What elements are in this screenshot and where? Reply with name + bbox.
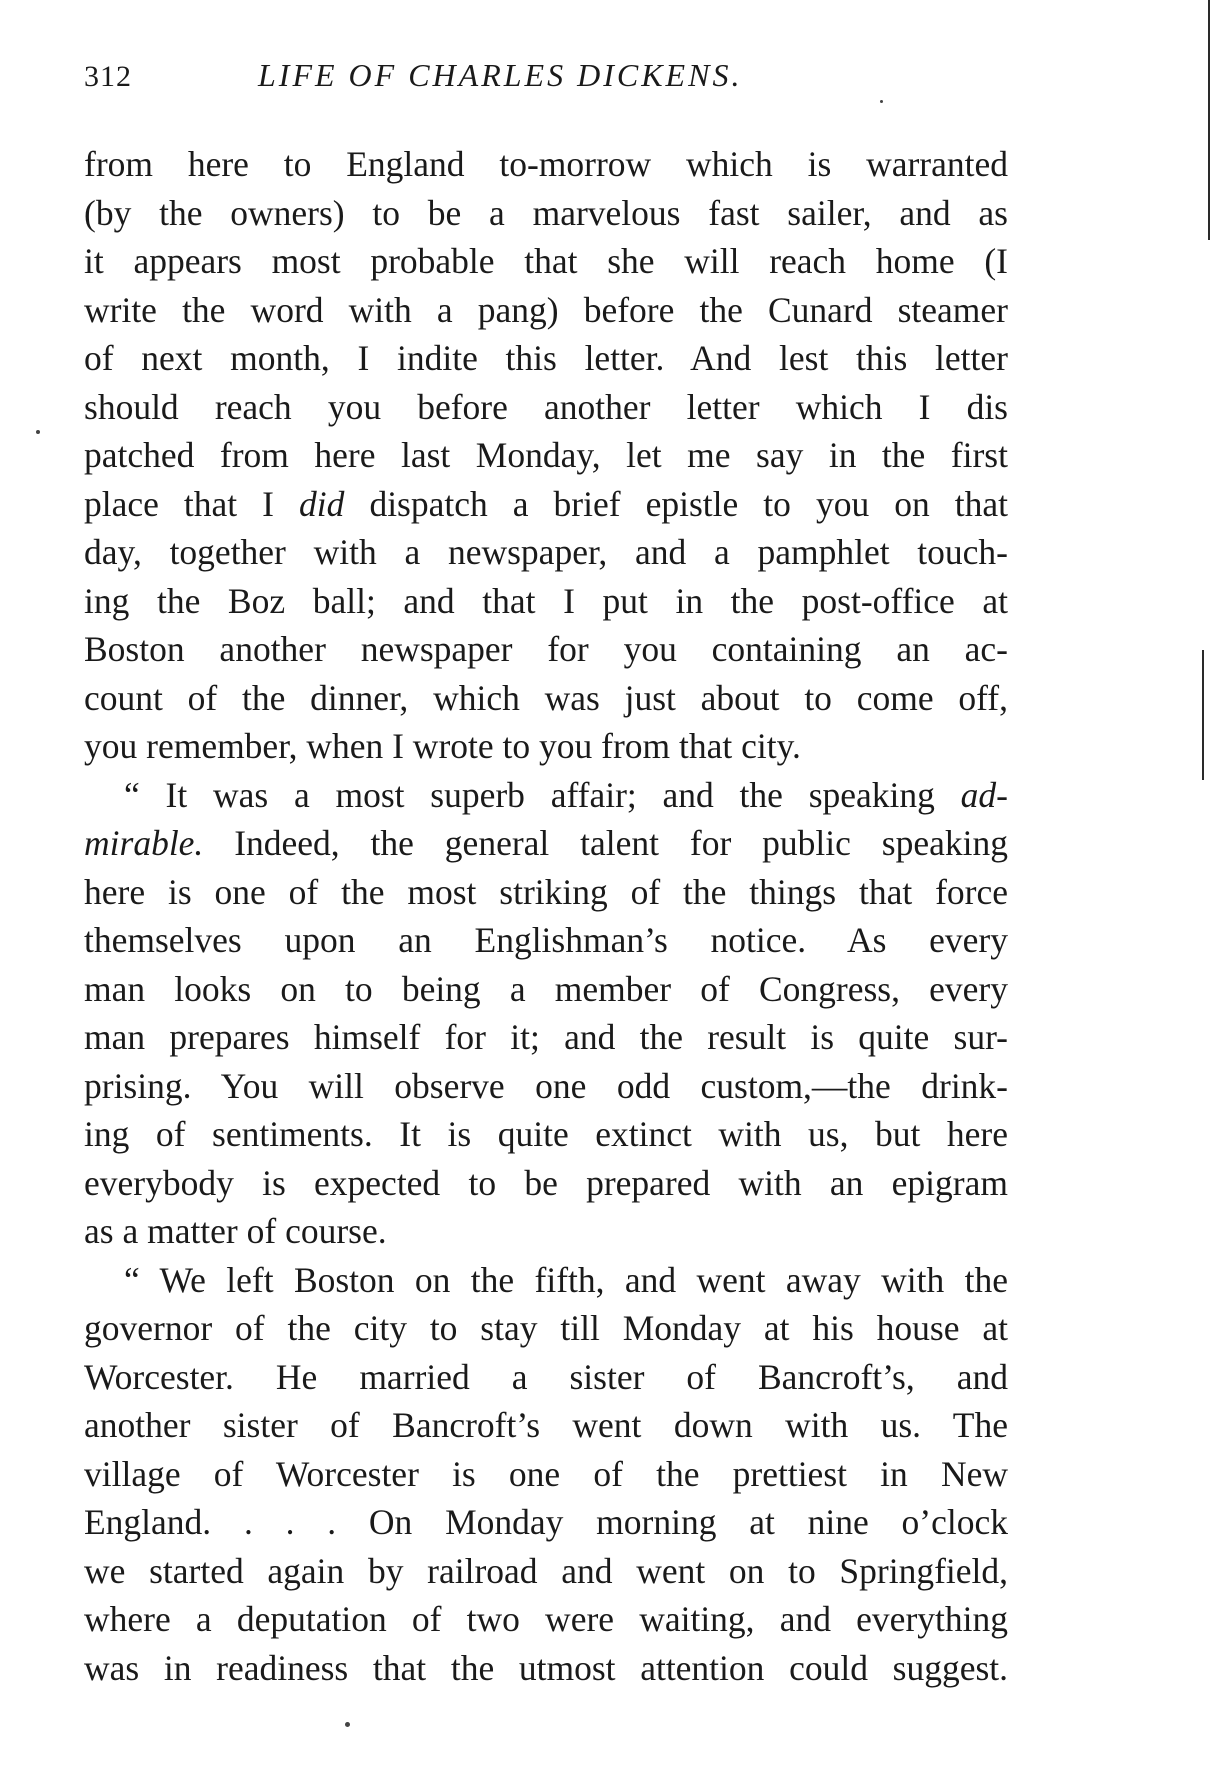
text-line: everybody is expected to be prepared with an epigram bbox=[84, 1162, 1008, 1203]
text-line: Worcester. He married a sister of Bancroft’s, and bbox=[84, 1356, 1008, 1397]
text-line: mirable. Indeed, the general talent for public speaking bbox=[84, 823, 1008, 863]
text-line: from here to England to-morrow which is warranted bbox=[84, 144, 1008, 184]
text-line: man prepares himself for it; and the result is quite sur- bbox=[84, 1017, 1008, 1057]
gutter-rule bbox=[1202, 650, 1204, 780]
text-line: patched from here last Monday, let me say in the first bbox=[84, 435, 1008, 475]
text-line: themselves upon an Englishman’s notice. As every bbox=[84, 920, 1008, 960]
paragraph-3 bbox=[84, 1256, 1008, 1693]
text-line: write the word with a pang) before the Cunard steamer bbox=[84, 289, 1008, 330]
text-line: count of the dinner, which was just about to come off, bbox=[84, 677, 1008, 718]
scan-speck bbox=[345, 1722, 350, 1727]
text-line: ing the Boz ball; and that I put in the post-office at bbox=[84, 580, 1008, 621]
text-line: it appears most probable that she will reach home (I bbox=[84, 241, 1008, 281]
emphasis: ad- bbox=[960, 774, 1008, 815]
text-line: another sister of Bancroft’s went down with us. The bbox=[84, 1405, 1008, 1445]
text-line: where a deputation of two were waiting, and everything bbox=[84, 1599, 1008, 1639]
running-head: LIFE OF CHARLES DICKENS. bbox=[258, 57, 743, 93]
scan-speck bbox=[880, 100, 883, 103]
text-line: prising. You will observe one odd custom,—the drink- bbox=[84, 1065, 1008, 1106]
text-line: Boston another newspaper for you containing an ac- bbox=[84, 629, 1008, 669]
text-line: here is one of the most striking of the things that force bbox=[84, 871, 1008, 912]
text-line: day, together with a newspaper, and a pamphlet touch- bbox=[84, 532, 1008, 572]
text-line: place that I did dispatch a brief epistle to you on that bbox=[84, 483, 1008, 524]
text-line: governor of the city to stay till Monday at his house at bbox=[84, 1308, 1008, 1348]
paragraph-2 bbox=[84, 771, 1008, 1256]
body-text bbox=[84, 140, 1008, 1692]
text-line: was in readiness that the utmost attention could suggest. bbox=[84, 1647, 1008, 1688]
text-line: England. . . . On Monday morning at nine o’clock bbox=[84, 1502, 1008, 1542]
text-line: man looks on to being a member of Congress, every bbox=[84, 968, 1008, 1009]
text-line: “ It was a most superb affair; and the speaking ad- bbox=[124, 774, 1008, 815]
page-number: 312 bbox=[84, 60, 132, 93]
text-line: village of Worcester is one of the prettiest in New bbox=[84, 1453, 1008, 1494]
scan-speck bbox=[36, 430, 40, 434]
text-line: (by the owners) to be a marvelous fast sailer, and as bbox=[84, 192, 1008, 233]
text-line: you remember, when I wrote to you from that city. bbox=[84, 726, 801, 766]
emphasis: did bbox=[299, 483, 345, 524]
text-line: “ We left Boston on the fifth, and went away with the bbox=[124, 1259, 1008, 1300]
text-line: we started again by railroad and went on to Springfield, bbox=[84, 1550, 1008, 1591]
text-line: ing of sentiments. It is quite extinct with us, but here bbox=[84, 1114, 1008, 1154]
paragraph-1 bbox=[84, 140, 1008, 771]
gutter-rule bbox=[1208, 0, 1210, 240]
text-line: of next month, I indite this letter. And lest this letter bbox=[84, 338, 1008, 378]
text-line: as a matter of course. bbox=[84, 1211, 387, 1251]
text-line: should reach you before another letter which I dis bbox=[84, 386, 1008, 427]
emphasis: mirable. bbox=[84, 823, 204, 863]
